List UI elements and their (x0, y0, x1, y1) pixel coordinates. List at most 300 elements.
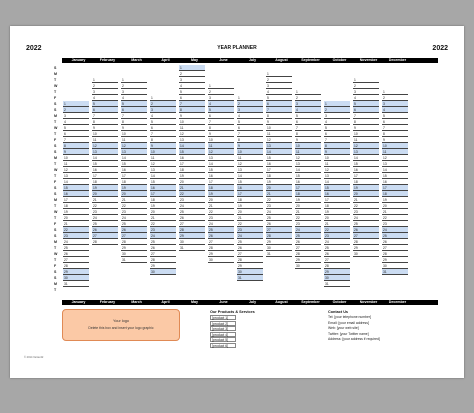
day-number: 14 (238, 174, 242, 178)
day-number: 16 (64, 192, 68, 196)
day-number: 21 (122, 198, 126, 202)
day-number: 4 (383, 108, 385, 112)
day-number: 16 (180, 156, 184, 160)
day-number: 15 (93, 162, 97, 166)
day-number: 20 (383, 204, 387, 208)
day-number: 1 (267, 72, 269, 76)
day-number: 24 (383, 228, 387, 232)
day-number: 13 (325, 174, 329, 178)
day-number: 2 (209, 90, 211, 94)
day-cell[interactable] (92, 239, 118, 245)
day-number: 14 (325, 180, 329, 184)
day-letter: T (54, 132, 57, 136)
day-number: 1 (122, 78, 124, 82)
day-letter: W (54, 168, 58, 172)
day-number: 8 (64, 144, 66, 148)
day-number: 24 (267, 210, 271, 214)
day-number: 1 (64, 102, 66, 106)
day-number: 26 (238, 246, 242, 250)
day-number: 15 (209, 168, 213, 172)
day-number: 25 (180, 210, 184, 214)
day-number: 23 (238, 228, 242, 232)
day-letter: T (54, 258, 57, 262)
day-number: 16 (267, 162, 271, 166)
day-number: 4 (296, 108, 298, 112)
day-number: 28 (151, 258, 155, 262)
day-number: 28 (325, 264, 329, 268)
day-letter: T (54, 120, 57, 124)
day-number: 10 (64, 156, 68, 160)
day-number: 18 (64, 204, 68, 208)
day-number: 8 (354, 120, 356, 124)
day-number: 15 (354, 162, 358, 166)
day-number: 25 (238, 240, 242, 244)
day-number: 3 (209, 96, 211, 100)
day-number: 27 (122, 234, 126, 238)
day-number: 22 (296, 216, 300, 220)
day-letter: M (54, 114, 57, 118)
day-number: 2 (180, 72, 182, 76)
day-number: 5 (122, 102, 124, 106)
day-number: 8 (267, 114, 269, 118)
day-number: 10 (325, 156, 329, 160)
day-number: 10 (122, 132, 126, 136)
day-number: 23 (180, 198, 184, 202)
day-number: 3 (151, 108, 153, 112)
day-number: 27 (267, 228, 271, 232)
day-number: 10 (296, 144, 300, 148)
product-item[interactable]: [product 3] (210, 326, 236, 331)
day-cell[interactable] (353, 251, 379, 257)
day-number: 1 (354, 78, 356, 82)
day-number: 25 (296, 234, 300, 238)
day-number: 9 (354, 126, 356, 130)
day-number: 2 (151, 102, 153, 106)
day-number: 17 (64, 198, 68, 202)
day-number: 6 (238, 126, 240, 130)
day-number: 2 (267, 78, 269, 82)
day-number: 20 (64, 216, 68, 220)
day-number: 13 (151, 168, 155, 172)
day-number: 23 (93, 210, 97, 214)
day-number: 9 (64, 150, 66, 154)
day-number: 24 (296, 228, 300, 232)
day-number: 31 (325, 282, 329, 286)
day-number: 29 (122, 246, 126, 250)
day-number: 16 (238, 186, 242, 190)
day-number: 20 (325, 216, 329, 220)
day-number: 13 (267, 144, 271, 148)
day-number: 29 (209, 252, 213, 256)
day-number: 17 (151, 192, 155, 196)
day-number: 11 (151, 156, 155, 160)
day-number: 17 (296, 186, 300, 190)
year-left: 2022 (26, 45, 42, 52)
day-number: 14 (93, 156, 97, 160)
day-number: 15 (325, 186, 329, 190)
day-number: 23 (296, 222, 300, 226)
day-letter: F (54, 180, 57, 184)
day-number: 21 (180, 186, 184, 190)
day-number: 23 (383, 222, 387, 226)
day-letter: S (54, 192, 57, 196)
day-number: 22 (64, 228, 68, 232)
day-letter: T (54, 174, 57, 178)
day-letter: S (54, 108, 57, 112)
day-number: 24 (354, 216, 358, 220)
day-number: 1 (325, 102, 327, 106)
day-number: 5 (267, 96, 269, 100)
day-number: 17 (93, 174, 97, 178)
day-number: 27 (325, 258, 329, 262)
day-number: 23 (209, 216, 213, 220)
day-number: 19 (238, 204, 242, 208)
day-letter: F (54, 96, 57, 100)
month-label: January (71, 58, 86, 62)
day-number: 25 (267, 216, 271, 220)
day-number: 16 (296, 180, 300, 184)
day-letter: M (54, 156, 57, 160)
day-letter: F (54, 138, 57, 142)
day-number: 31 (64, 282, 68, 286)
contact-line[interactable]: Email: [your email address] (328, 320, 369, 325)
day-number: 12 (383, 156, 387, 160)
day-number: 27 (354, 234, 358, 238)
day-number: 6 (383, 120, 385, 124)
day-number: 14 (354, 156, 358, 160)
month-label: April (161, 58, 170, 62)
day-cell[interactable] (382, 269, 408, 275)
day-number: 26 (209, 234, 213, 238)
day-number: 6 (267, 102, 269, 106)
day-number: 2 (238, 102, 240, 106)
day-number: 3 (354, 90, 356, 94)
day-number: 21 (151, 216, 155, 220)
day-number: 24 (122, 216, 126, 220)
month-label: August (275, 58, 288, 62)
product-item[interactable]: [product 2] (210, 321, 236, 326)
day-number: 9 (93, 126, 95, 130)
day-number: 5 (325, 126, 327, 130)
day-number: 7 (238, 132, 240, 136)
day-number: 5 (296, 114, 298, 118)
product-item[interactable]: [product 6] (210, 343, 236, 348)
day-number: 17 (383, 186, 387, 190)
day-letter: W (54, 210, 58, 214)
day-number: 22 (151, 222, 155, 226)
day-number: 4 (238, 114, 240, 118)
day-number: 14 (64, 180, 68, 184)
month-label: October (332, 300, 347, 304)
day-number: 15 (122, 162, 126, 166)
day-number: 21 (209, 204, 213, 208)
day-number: 4 (325, 120, 327, 124)
contact-line[interactable]: Web: [your web site] (328, 326, 359, 331)
day-cell[interactable] (150, 269, 176, 275)
day-number: 31 (180, 246, 184, 250)
day-number: 3 (93, 90, 95, 94)
day-number: 22 (209, 210, 213, 214)
day-number: 9 (209, 132, 211, 136)
day-number: 13 (180, 138, 184, 142)
day-letter: S (54, 276, 57, 280)
day-number: 23 (151, 228, 155, 232)
day-number: 29 (325, 270, 329, 274)
day-number: 21 (325, 222, 329, 226)
day-number: 4 (354, 96, 356, 100)
day-number: 9 (267, 120, 269, 124)
day-number: 27 (296, 246, 300, 250)
day-number: 1 (180, 66, 182, 70)
day-number: 13 (296, 162, 300, 166)
contact-line[interactable]: Address: [your address if required] (328, 337, 380, 342)
day-number: 31 (238, 276, 242, 280)
day-number: 19 (296, 198, 300, 202)
day-number: 12 (122, 144, 126, 148)
day-number: 24 (325, 240, 329, 244)
day-number: 28 (180, 228, 184, 232)
day-number: 27 (383, 246, 387, 250)
contact-line[interactable]: Twitter: [your Twitter name] (328, 331, 369, 336)
day-number: 10 (238, 150, 242, 154)
day-number: 20 (209, 198, 213, 202)
day-letter: S (54, 228, 57, 232)
day-number: 5 (209, 108, 211, 112)
day-cell[interactable] (179, 245, 205, 251)
day-letter: M (54, 198, 57, 202)
day-number: 22 (238, 222, 242, 226)
day-letter: F (54, 222, 57, 226)
day-number: 6 (354, 108, 356, 112)
day-cell[interactable] (295, 263, 321, 269)
day-number: 19 (383, 198, 387, 202)
day-number: 20 (122, 192, 126, 196)
day-number: 15 (383, 174, 387, 178)
product-item[interactable]: [product 5] (210, 337, 236, 342)
month-label: February (99, 58, 116, 62)
month-label: December (388, 58, 407, 62)
day-number: 11 (64, 162, 68, 166)
day-number: 13 (383, 162, 387, 166)
day-number: 26 (151, 246, 155, 250)
day-number: 5 (383, 114, 385, 118)
day-number: 3 (238, 108, 240, 112)
day-number: 30 (209, 258, 213, 262)
day-number: 8 (122, 120, 124, 124)
day-number: 8 (93, 120, 95, 124)
month-label: September (301, 300, 320, 304)
day-number: 11 (93, 138, 97, 142)
day-number: 11 (354, 138, 358, 142)
copyright: © 2014 Vertex42 (24, 356, 44, 359)
day-number: 10 (93, 132, 97, 136)
day-number: 31 (122, 258, 126, 262)
day-number: 11 (383, 150, 387, 154)
day-letter: S (54, 66, 57, 70)
day-number: 28 (64, 264, 68, 268)
day-number: 3 (325, 114, 327, 118)
day-number: 28 (296, 252, 300, 256)
day-number: 7 (325, 138, 327, 142)
day-number: 6 (296, 120, 298, 124)
day-number: 11 (238, 156, 242, 160)
day-number: 20 (180, 180, 184, 184)
month-label: October (332, 58, 347, 62)
day-number: 10 (151, 150, 155, 154)
day-number: 2 (93, 84, 95, 88)
day-number: 26 (64, 252, 68, 256)
day-number: 24 (93, 216, 97, 220)
day-number: 23 (325, 234, 329, 238)
day-letter: S (54, 144, 57, 148)
day-number: 11 (122, 138, 126, 142)
day-letter: S (54, 186, 57, 190)
day-number: 15 (151, 180, 155, 184)
day-number: 25 (151, 240, 155, 244)
day-number: 13 (93, 150, 97, 154)
day-number: 22 (383, 216, 387, 220)
day-number: 16 (151, 186, 155, 190)
day-letter: T (54, 246, 57, 250)
day-number: 11 (296, 150, 300, 154)
day-number: 27 (93, 234, 97, 238)
month-label: May (191, 300, 198, 304)
day-number: 19 (267, 180, 271, 184)
day-number: 10 (209, 138, 213, 142)
day-number: 6 (325, 132, 327, 136)
month-label: August (275, 300, 288, 304)
month-label: April (161, 300, 170, 304)
day-number: 4 (64, 120, 66, 124)
day-number: 10 (180, 120, 184, 124)
day-cell[interactable] (208, 257, 234, 263)
day-letter: S (54, 102, 57, 106)
day-number: 18 (151, 198, 155, 202)
day-number: 26 (354, 228, 358, 232)
day-number: 27 (238, 252, 242, 256)
month-label: December (388, 300, 407, 304)
day-cell[interactable] (63, 281, 89, 287)
day-number: 25 (383, 234, 387, 238)
page-title: YEAR PLANNER (217, 45, 257, 51)
day-number: 17 (209, 180, 213, 184)
day-letter: S (54, 234, 57, 238)
day-number: 1 (383, 90, 385, 94)
day-number: 2 (296, 96, 298, 100)
day-number: 25 (64, 246, 68, 250)
day-number: 4 (151, 114, 153, 118)
month-label: March (131, 58, 142, 62)
month-label: June (219, 300, 228, 304)
day-number: 27 (180, 222, 184, 226)
day-number: 12 (180, 132, 184, 136)
day-number: 7 (354, 114, 356, 118)
day-number: 6 (122, 108, 124, 112)
day-number: 18 (93, 180, 97, 184)
day-number: 13 (238, 168, 242, 172)
day-number: 28 (354, 240, 358, 244)
month-label: May (191, 58, 198, 62)
day-number: 30 (296, 264, 300, 268)
day-number: 15 (180, 150, 184, 154)
day-number: 30 (180, 240, 184, 244)
day-number: 24 (64, 240, 68, 244)
day-number: 2 (122, 84, 124, 88)
contact-line[interactable]: Tel: [your telephone number] (328, 315, 371, 319)
day-number: 19 (180, 174, 184, 178)
product-item[interactable]: [product 1] (210, 315, 236, 320)
day-number: 3 (64, 114, 66, 118)
day-number: 11 (209, 144, 213, 148)
day-number: 30 (64, 276, 68, 280)
month-label: February (99, 300, 116, 304)
day-number: 12 (296, 156, 300, 160)
day-cell[interactable] (324, 281, 350, 287)
day-number: 18 (296, 192, 300, 196)
month-label: July (248, 300, 257, 304)
day-number: 17 (267, 168, 271, 172)
product-item[interactable]: [product 4] (210, 332, 236, 337)
day-number: 22 (122, 204, 126, 208)
day-number: 7 (64, 138, 66, 142)
day-number: 12 (209, 150, 213, 154)
day-number: 24 (238, 234, 242, 238)
day-number: 11 (267, 132, 271, 136)
day-number: 8 (325, 144, 327, 148)
day-number: 21 (238, 216, 242, 220)
day-number: 28 (267, 234, 271, 238)
day-number: 7 (93, 114, 95, 118)
day-number: 1 (209, 84, 211, 88)
month-label: November (359, 58, 378, 62)
day-number: 14 (151, 174, 155, 178)
day-number: 5 (238, 120, 240, 124)
day-number: 26 (267, 222, 271, 226)
day-number: 29 (151, 264, 155, 268)
day-number: 16 (209, 174, 213, 178)
day-number: 4 (93, 96, 95, 100)
day-number: 8 (238, 138, 240, 142)
day-number: 21 (93, 198, 97, 202)
day-letter: T (54, 288, 57, 292)
day-number: 7 (383, 126, 385, 130)
day-cell[interactable] (266, 251, 292, 257)
day-cell[interactable] (237, 275, 263, 281)
day-number: 23 (267, 204, 271, 208)
day-number: 25 (209, 228, 213, 232)
day-number: 1 (296, 90, 298, 94)
day-number: 29 (383, 258, 387, 262)
day-number: 26 (296, 240, 300, 244)
day-cell[interactable] (121, 257, 147, 263)
day-number: 28 (238, 258, 242, 262)
logo-placeholder[interactable] (62, 309, 180, 341)
day-number: 31 (267, 252, 271, 256)
day-number: 30 (238, 270, 242, 274)
day-number: 29 (180, 234, 184, 238)
day-number: 26 (93, 228, 97, 232)
day-number: 20 (267, 186, 271, 190)
day-number: 9 (180, 114, 182, 118)
day-number: 20 (93, 192, 97, 196)
day-number: 20 (354, 192, 358, 196)
day-letter: M (54, 72, 57, 76)
day-number: 4 (180, 84, 182, 88)
products-title: Our Products & Services (210, 310, 255, 314)
day-number: 13 (354, 150, 358, 154)
day-number: 12 (267, 138, 271, 142)
logo-title: Your logo (113, 319, 129, 323)
